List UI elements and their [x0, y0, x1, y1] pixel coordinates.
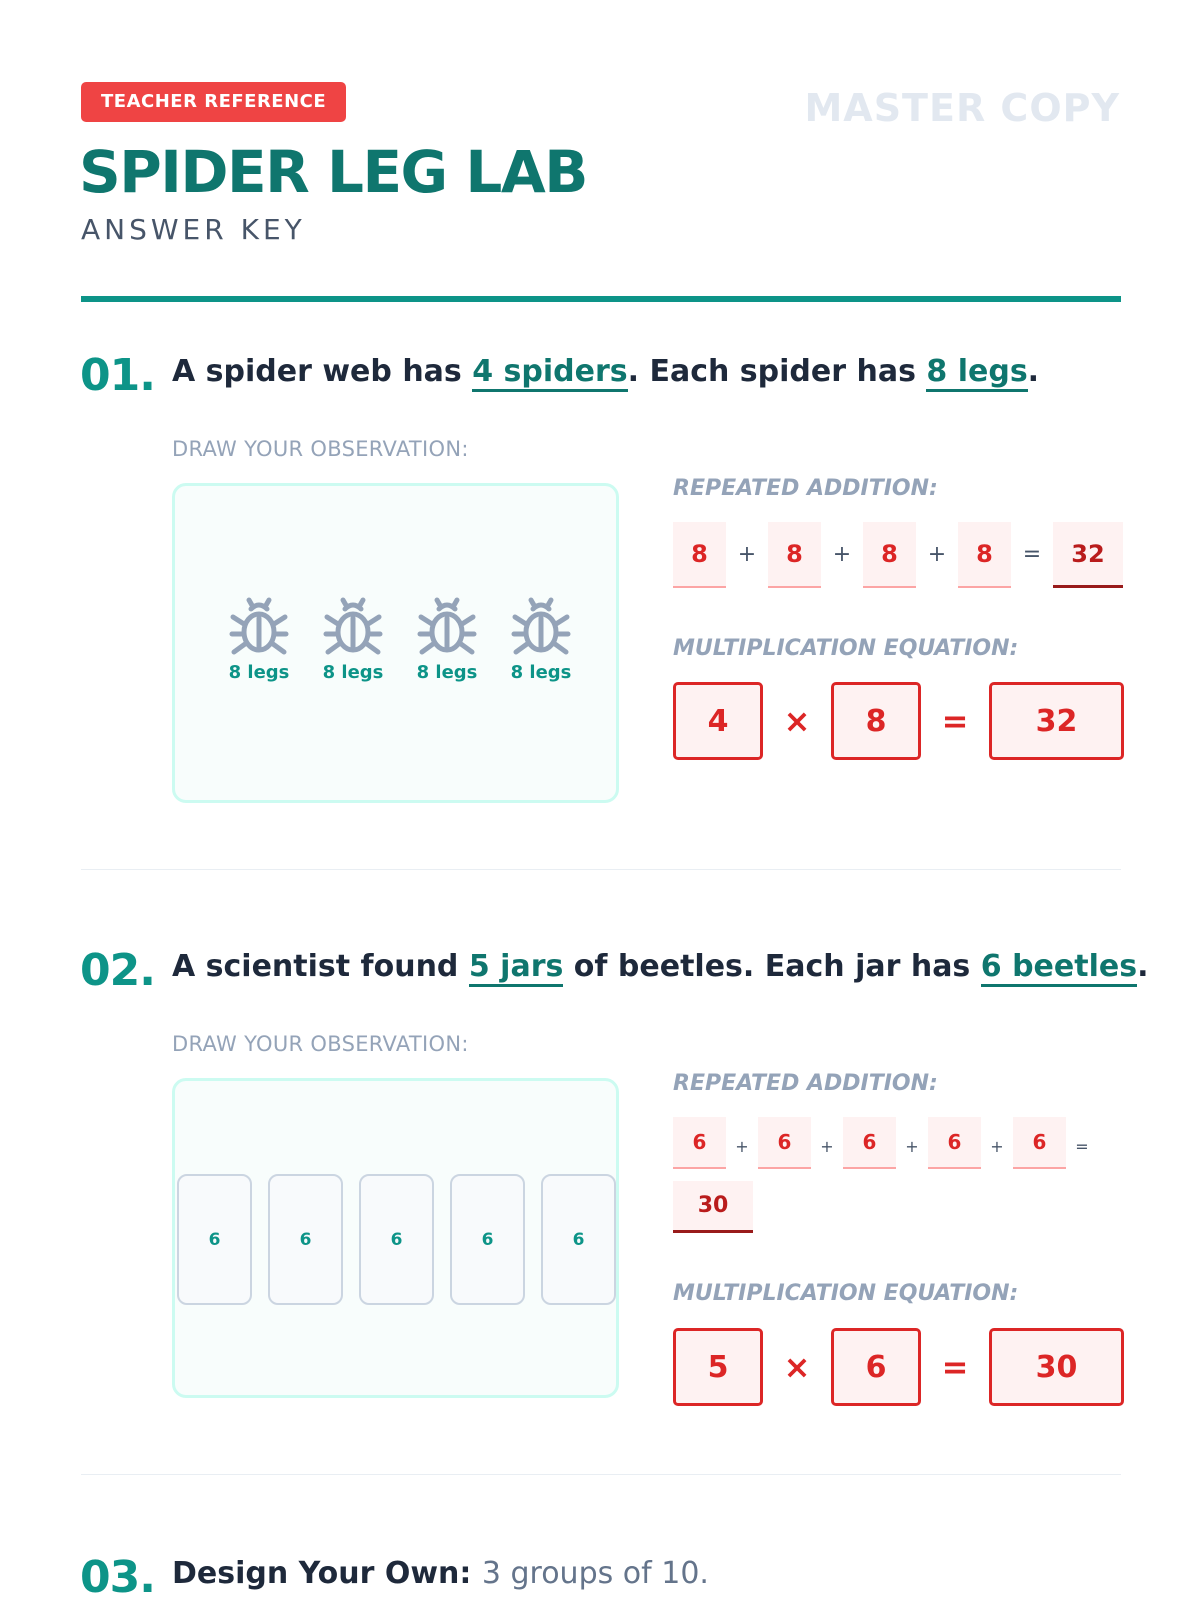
q2-multiplication-label: MULTIPLICATION EQUATION: — [673, 1281, 1019, 1306]
addend-box[interactable]: 6 — [1013, 1117, 1066, 1169]
q2-jars-count: 5 jars — [469, 949, 564, 987]
q2-jar-group — [177, 1174, 616, 1305]
jar: 6 — [359, 1174, 434, 1305]
factor-b-box[interactable]: 8 — [831, 682, 921, 760]
q1-multiplication-label: MULTIPLICATION EQUATION: — [673, 636, 1019, 661]
q1-multiplication-equation — [673, 682, 1124, 760]
sum-box[interactable]: 32 — [1053, 522, 1123, 588]
q1-text-part: A spider web has — [172, 354, 473, 389]
equals-sign: = — [941, 702, 969, 740]
plus-sign: + — [832, 542, 852, 567]
q2-draw-label: DRAW YOUR OBSERVATION: — [172, 1032, 469, 1056]
times-sign: × — [783, 1348, 811, 1386]
master-copy-watermark: MASTER COPY — [804, 86, 1120, 130]
q2-text-part: . — [1137, 949, 1149, 984]
spider-figure — [505, 594, 577, 683]
q1-repeated-addition-label: REPEATED ADDITION: — [673, 476, 938, 501]
q1-repeated-addition — [673, 522, 1123, 588]
question-1-number: 01. — [80, 350, 155, 401]
bug-icon — [415, 594, 479, 658]
sum-box[interactable]: 30 — [673, 1181, 753, 1233]
jar: 6 — [541, 1174, 616, 1305]
q1-text-part: . — [1027, 354, 1040, 389]
question-2-number: 02. — [80, 945, 155, 996]
question-3-number: 03. — [80, 1552, 155, 1600]
section-divider — [81, 869, 1121, 870]
bug-icon — [227, 594, 291, 658]
plus-sign: + — [737, 542, 757, 567]
q1-legs-count: 8 legs — [926, 354, 1027, 392]
page-title: SPIDER LEG LAB — [79, 138, 587, 206]
q3-text-part: Design Your Own: — [172, 1556, 482, 1591]
spider-legs-label: 8 legs — [228, 662, 290, 683]
q1-spiders-count: 4 spiders — [472, 354, 627, 392]
jar: 6 — [268, 1174, 343, 1305]
q2-drawing-area[interactable] — [172, 1078, 619, 1398]
factor-a-box[interactable]: 4 — [673, 682, 763, 760]
q2-repeated-addition — [673, 1117, 1113, 1233]
q1-spider-group — [223, 594, 577, 683]
question-2-text — [172, 949, 1148, 984]
equals-sign: = — [1075, 1137, 1089, 1156]
times-sign: × — [783, 702, 811, 740]
addend-box[interactable]: 6 — [673, 1117, 726, 1169]
q3-prompt: 3 groups of 10. — [481, 1556, 709, 1591]
header-rule — [81, 296, 1121, 302]
plus-sign: + — [735, 1137, 749, 1156]
addend-box[interactable]: 6 — [928, 1117, 981, 1169]
section-divider — [81, 1474, 1121, 1475]
spider-legs-label: 8 legs — [510, 662, 572, 683]
jar: 6 — [177, 1174, 252, 1305]
plus-sign: + — [990, 1137, 1004, 1156]
addend-box[interactable]: 6 — [843, 1117, 896, 1169]
q2-repeated-addition-label: REPEATED ADDITION: — [673, 1071, 938, 1096]
teacher-reference-badge: TEACHER REFERENCE — [81, 82, 346, 122]
q2-text-part: A scientist found — [172, 949, 469, 984]
q2-text-part: of beetles. Each jar has — [563, 949, 981, 984]
q1-text-part: . Each spider has — [627, 354, 927, 389]
factor-b-box[interactable]: 6 — [831, 1328, 921, 1406]
equals-sign: = — [941, 1348, 969, 1386]
product-box[interactable]: 30 — [989, 1328, 1124, 1406]
spider-figure — [223, 594, 295, 683]
addend-box[interactable]: 8 — [958, 522, 1011, 588]
equals-sign: = — [1022, 542, 1042, 567]
spider-figure — [317, 594, 389, 683]
spider-figure — [411, 594, 483, 683]
q2-beetles-count: 6 beetles — [981, 949, 1137, 987]
question-1-text — [172, 354, 1039, 389]
plus-sign: + — [927, 542, 947, 567]
q1-draw-label: DRAW YOUR OBSERVATION: — [172, 437, 469, 461]
q1-drawing-area[interactable] — [172, 483, 619, 803]
spider-legs-label: 8 legs — [416, 662, 478, 683]
product-box[interactable]: 32 — [989, 682, 1124, 760]
q2-multiplication-equation — [673, 1328, 1124, 1406]
bug-icon — [321, 594, 385, 658]
addend-box[interactable]: 8 — [863, 522, 916, 588]
addend-box[interactable]: 8 — [673, 522, 726, 588]
factor-a-box[interactable]: 5 — [673, 1328, 763, 1406]
addend-box[interactable]: 6 — [758, 1117, 811, 1169]
plus-sign: + — [905, 1137, 919, 1156]
spider-legs-label: 8 legs — [322, 662, 384, 683]
question-3-text — [172, 1556, 709, 1591]
page-subtitle: ANSWER KEY — [81, 213, 306, 246]
plus-sign: + — [820, 1137, 834, 1156]
jar: 6 — [450, 1174, 525, 1305]
bug-icon — [509, 594, 573, 658]
addend-box[interactable]: 8 — [768, 522, 821, 588]
